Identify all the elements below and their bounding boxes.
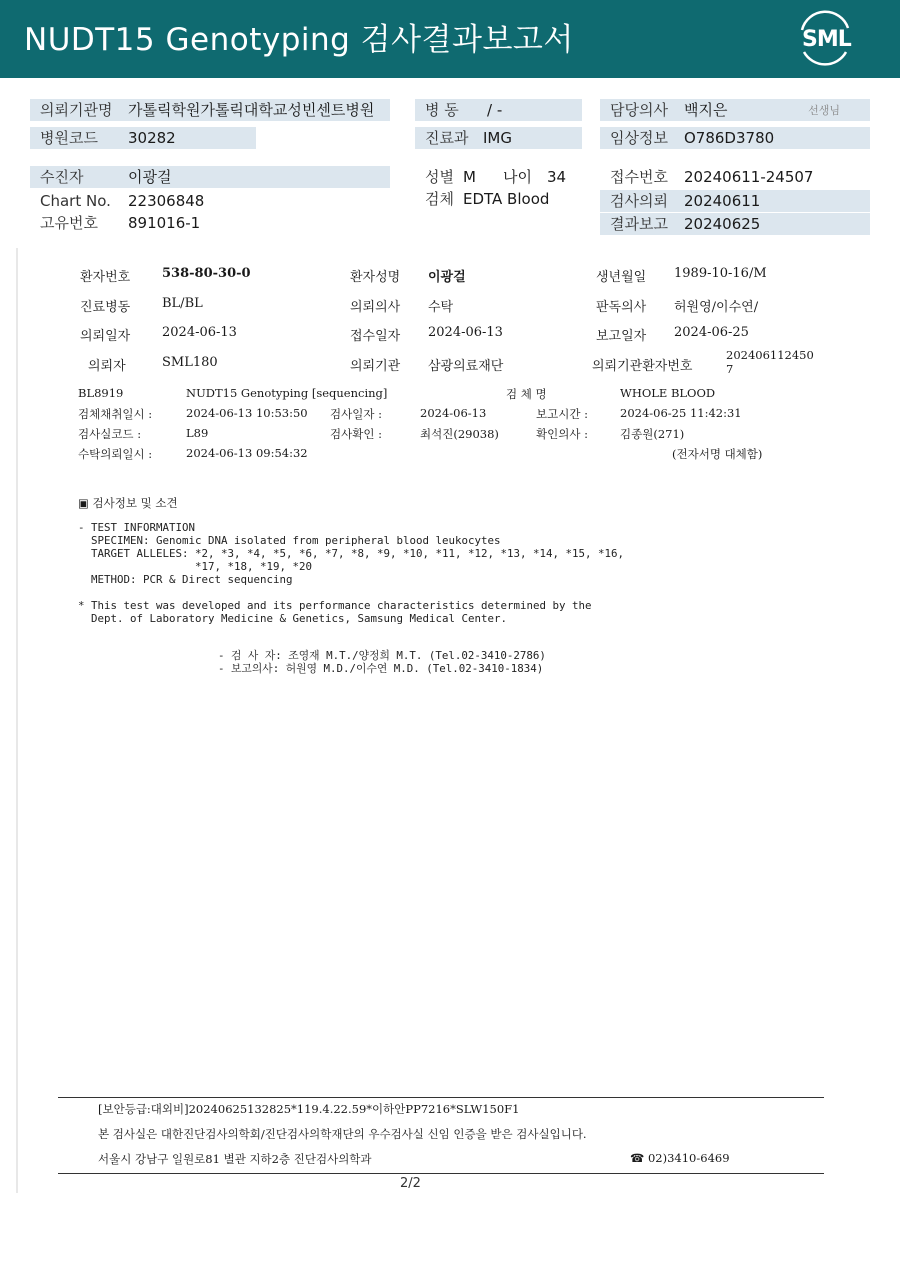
note-line: Dept. of Laboratory Medicine & Genetics, Samsung Medical Center. <box>78 612 508 625</box>
field-label: 병원코드 <box>40 129 98 147</box>
field-label: 검사의뢰 <box>610 192 668 210</box>
rec-date-label: 접수일자 <box>350 329 401 344</box>
info-line: *17, *18, *19, *20 <box>78 560 313 573</box>
field-label: 의뢰기관명 <box>40 101 113 119</box>
reading-doctor-label: 판독의사 <box>596 300 647 315</box>
report-header <box>0 0 900 78</box>
logo-text: SML <box>802 27 851 52</box>
rec-date-value: 2024-06-13 <box>428 325 503 340</box>
field-value: 30282 <box>128 129 176 147</box>
ward-field <box>415 99 582 121</box>
field-label: 결과보고 <box>610 215 668 233</box>
patient-name-value: 이광걸 <box>428 270 466 285</box>
field-value: 백지은 <box>684 101 728 119</box>
result-report-field <box>600 213 870 235</box>
field-value: 이광걸 <box>128 168 172 186</box>
test-date-label: 검사일자 : <box>330 407 382 421</box>
req-date-label: 의뢰일자 <box>80 329 131 344</box>
collect-value: 2024-06-13 10:53:50 <box>186 406 308 420</box>
inst-pt-no-value-1: 202406112450 <box>726 348 814 362</box>
department-field <box>415 127 582 149</box>
page-title: NUDT15 Genotyping 검사결과보고서 <box>24 22 574 58</box>
ward-label: 진료병동 <box>80 300 131 315</box>
field-value: 20240625 <box>684 215 761 233</box>
confirm-label: 검사확인 : <box>330 427 382 441</box>
test-name: NUDT15 Genotyping [sequencing] <box>186 386 388 400</box>
staff-line: - 검 사 자: 조영재 M.T./양정희 M.T. (Tel.02-3410-2786) <box>218 649 546 662</box>
field-label: 수진자 <box>40 168 84 186</box>
test-code: BL8919 <box>78 386 124 400</box>
requester-value: SML180 <box>162 355 218 370</box>
collect-label: 검체채취일시 : <box>78 407 153 421</box>
page-number: 2/2 <box>400 1176 421 1191</box>
disclaimer-block <box>78 599 592 625</box>
test-request-field <box>600 190 870 212</box>
footer-top-rule <box>58 1097 824 1098</box>
info-line: TARGET ALLELES: *2, *3, *4, *5, *6, *7, *8, *9, *10, *11, *12, *13, *14, *15, *16, <box>78 547 625 560</box>
field-label: 담당의사 <box>610 101 668 119</box>
field-value: 22306848 <box>128 192 205 210</box>
info-line: METHOD: PCR & Direct sequencing <box>78 573 293 586</box>
sex-value: M <box>463 168 476 186</box>
test-date-value: 2024-06-13 <box>420 406 487 420</box>
field-label: 임상정보 <box>610 129 668 147</box>
rep-date-value: 2024-06-25 <box>674 325 749 340</box>
inst-pt-no-value-2: 7 <box>726 362 734 376</box>
staff-block <box>218 649 546 675</box>
field-value: 20240611-24507 <box>684 168 814 186</box>
phone-line: ☎ 02)3410-6469 <box>630 1151 730 1165</box>
physician-suffix: 선생님 <box>808 104 840 117</box>
dob-label: 생년월일 <box>596 270 647 285</box>
confirm-value: 최석진(29038) <box>420 427 499 441</box>
field-value: O786D3780 <box>684 129 775 147</box>
reading-doctor-value: 허원영/이수연/ <box>674 300 759 315</box>
clinical-info-field <box>600 127 870 149</box>
req-doctor-value: 수탁 <box>428 300 454 315</box>
field-value: / - <box>487 101 503 119</box>
note-line: * This test was developed and its performance characteristics determined by the <box>78 599 592 612</box>
info-line: SPECIMEN: Genomic DNA isolated from peripheral blood leukocytes <box>78 534 501 547</box>
field-label: 검체 <box>425 190 454 208</box>
sex-age-field <box>415 166 595 188</box>
specimen-field <box>415 188 595 210</box>
field-value: 20240611 <box>684 192 761 210</box>
ward-value: BL/BL <box>162 296 203 311</box>
patient-field <box>30 166 390 188</box>
consign-value: 2024-06-13 09:54:32 <box>186 446 308 460</box>
confirm-doctor-label: 확인의사 : <box>536 427 588 441</box>
field-value: EDTA Blood <box>463 190 550 208</box>
report-left-border <box>16 248 18 1193</box>
dob-value: 1989-10-16/M <box>674 266 767 281</box>
section-title: ▣ 검사정보 및 소견 <box>78 496 178 510</box>
esign-note: (전자서명 대체함) <box>672 447 763 461</box>
field-label: 고유번호 <box>40 214 98 232</box>
specimen-name-value: WHOLE BLOOD <box>620 386 716 400</box>
req-doctor-label: 의뢰의사 <box>350 300 401 315</box>
certification-line: 본 검사실은 대한진단검사의학회/진단검사의학재단의 우수검사실 신임 인증을 받은 검사실입니다. <box>98 1127 587 1141</box>
physician-field <box>600 99 870 121</box>
field-label: 접수번호 <box>610 168 668 186</box>
rep-date-label: 보고일자 <box>596 329 647 344</box>
report-time-value: 2024-06-25 11:42:31 <box>620 406 742 420</box>
lab-code-label: 검사실코드 : <box>78 427 142 441</box>
req-date-value: 2024-06-13 <box>162 325 237 340</box>
field-value: IMG <box>483 129 512 147</box>
info-line: - TEST INFORMATION <box>78 521 196 534</box>
staff-line: - 보고의사: 허원영 M.D./이수연 M.D. (Tel.02-3410-1834) <box>218 662 544 675</box>
req-inst-label: 의뢰기관 <box>350 359 401 374</box>
field-label: 진료과 <box>425 129 469 147</box>
test-information-block <box>78 521 624 586</box>
field-label: 병 동 <box>425 101 459 119</box>
address-line: 서울시 강남구 일원로81 별관 지하2층 진단검사의학과 <box>98 1152 372 1166</box>
lab-code-value: L89 <box>186 426 209 440</box>
receipt-no-field <box>600 166 870 188</box>
unique-no-field <box>30 212 390 234</box>
patient-no-value: 538-80-30-0 <box>162 266 251 281</box>
report-time-label: 보고시간 : <box>536 407 588 421</box>
patient-name-label: 환자성명 <box>350 270 401 285</box>
hospital-code-field <box>30 127 256 149</box>
sex-label: 성별 <box>425 168 454 186</box>
footer-bottom-rule <box>58 1173 824 1174</box>
field-value: 891016-1 <box>128 214 201 232</box>
requester-label: 의뢰자 <box>88 359 126 374</box>
age-value: 34 <box>547 168 567 186</box>
confirm-doctor-value: 김종원(271) <box>620 427 685 441</box>
sml-logo <box>790 10 860 68</box>
requesting-institution-field <box>30 99 390 121</box>
chart-no-field <box>30 190 390 212</box>
inst-pt-no-label: 의뢰기관환자번호 <box>592 359 693 374</box>
field-value: 가톨릭학원가톨릭대학교성빈센트병원 <box>128 101 375 119</box>
consign-label: 수탁의뢰일시 : <box>78 447 153 461</box>
specimen-name-label: 검 체 명 <box>506 387 547 401</box>
patient-no-label: 환자번호 <box>80 270 131 285</box>
security-line: [보안등급:대외비]20240625132825*119.4.22.59*이하안PP7216*SLW150F1 <box>98 1102 520 1116</box>
age-label: 나이 <box>503 168 532 186</box>
req-inst-value: 삼광의료재단 <box>428 359 504 374</box>
field-label: Chart No. <box>40 192 111 210</box>
